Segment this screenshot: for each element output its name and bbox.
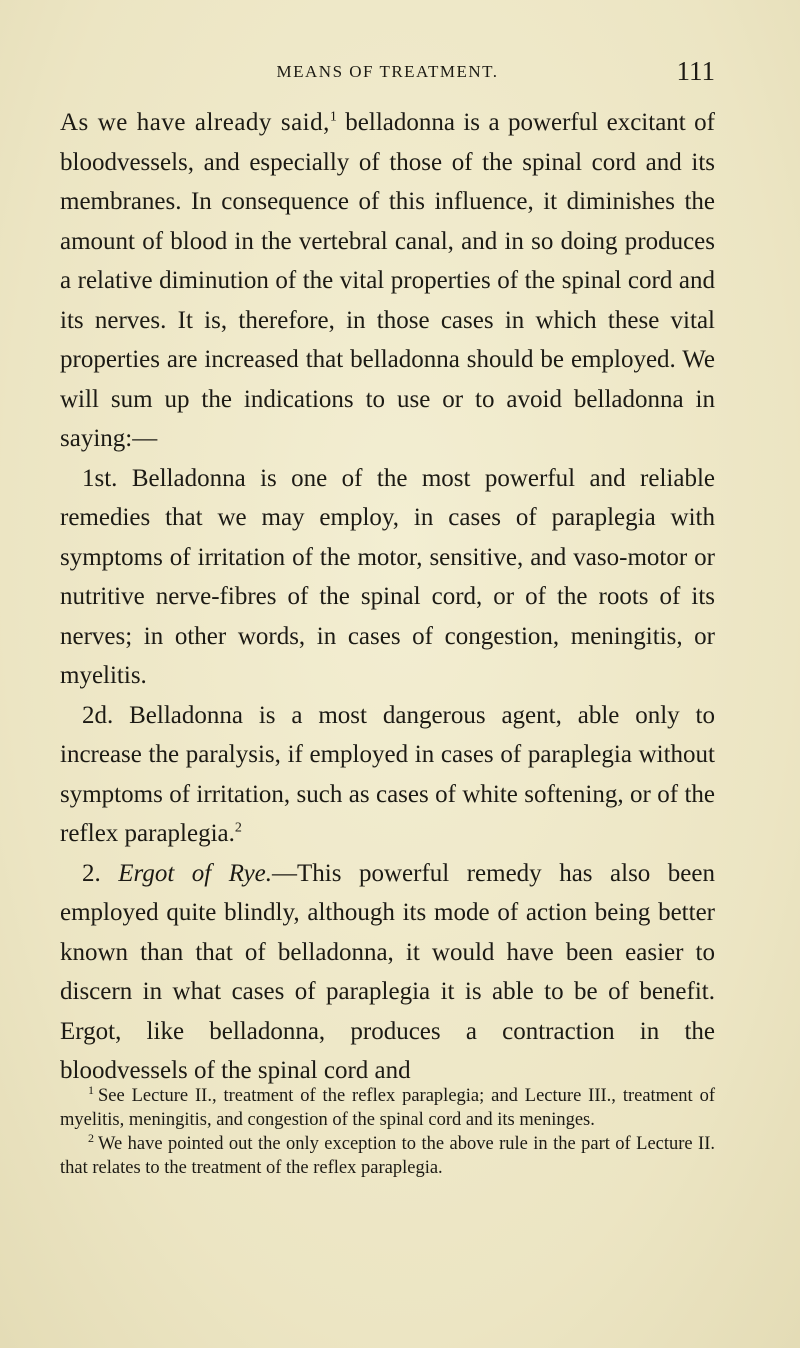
footnote-ref-1: 1 <box>329 109 337 125</box>
footnote-ref-2: 2 <box>234 820 242 836</box>
paragraph-intro-text-a: As we have already said, <box>60 109 330 136</box>
footnotes <box>60 1084 715 1180</box>
page-header <box>60 56 715 92</box>
footnote-1-mark: 1 <box>88 1082 94 1097</box>
running-head: MEANS OF TREATMENT. <box>276 62 499 81</box>
paragraph-intro <box>60 103 715 459</box>
paragraph-second-indication <box>60 696 715 854</box>
paragraph-ergot-text: —This powerful remedy has also been employed quite blindly, although its mode of action being better known than that of belladonna, it would have been easier to discern in what cases of paraplegia it is able to be of benefit. Ergot, like belladonna, produces a contraction in the bloodvessels of the spinal cord and <box>60 859 715 1084</box>
paragraph-second-indication-text: 2d. Belladonna is a most dangerous agent, able only to increase the paralysis, if employed in cases of paraplegia without symptoms of irritation, such as cases of white softening, or of the reflex paraplegia. <box>60 701 715 847</box>
paragraph-ergot <box>60 854 715 1091</box>
footnote-2 <box>60 1132 715 1180</box>
page-number: 111 <box>676 56 715 86</box>
paragraph-ergot-number: 2. <box>82 859 101 887</box>
footnote-1-text: See Lecture II., treatment of the reflex paraplegia; and Lecture III., treatment of myelitis, meningitis, and congestion of the spinal cord and its meninges. <box>60 1086 715 1130</box>
footnote-2-mark: 2 <box>88 1130 94 1145</box>
paragraph-first-indication <box>60 459 715 696</box>
paragraph-first-indication-text: 1st. Belladonna is one of the most powerful and reliable remedies that we may employ, in cases of paraplegia with symptoms of irritation of the motor, sensitive, and vaso-motor or nutritive nerve-fibres of the spinal cord, or of the roots of its nerves; in other words, in cases of congestion, meningitis, or myelitis. <box>60 464 715 689</box>
paragraph-intro-text-b: belladonna is a powerful excitant of bloodvessels, and especially of those of the spinal cord and its membranes. In consequence of this influence, it diminishes the amount of blood in the vertebral canal, and in so doing produces a relative diminution of the vital properties of the spinal cord and its nerves. It is, therefore, in those cases in which these vital properties are increased that belladonna should be employed. We will sum up the indications to use or to avoid belladonna in saying:— <box>60 109 715 452</box>
paragraph-ergot-heading: Ergot of Rye. <box>118 859 273 887</box>
footnote-1 <box>60 1084 715 1132</box>
footnote-2-text: We have pointed out the only exception to the above rule in the part of Lecture II. that relates to the treatment of the reflex paraplegia. <box>60 1134 715 1178</box>
body-text <box>60 103 715 1091</box>
